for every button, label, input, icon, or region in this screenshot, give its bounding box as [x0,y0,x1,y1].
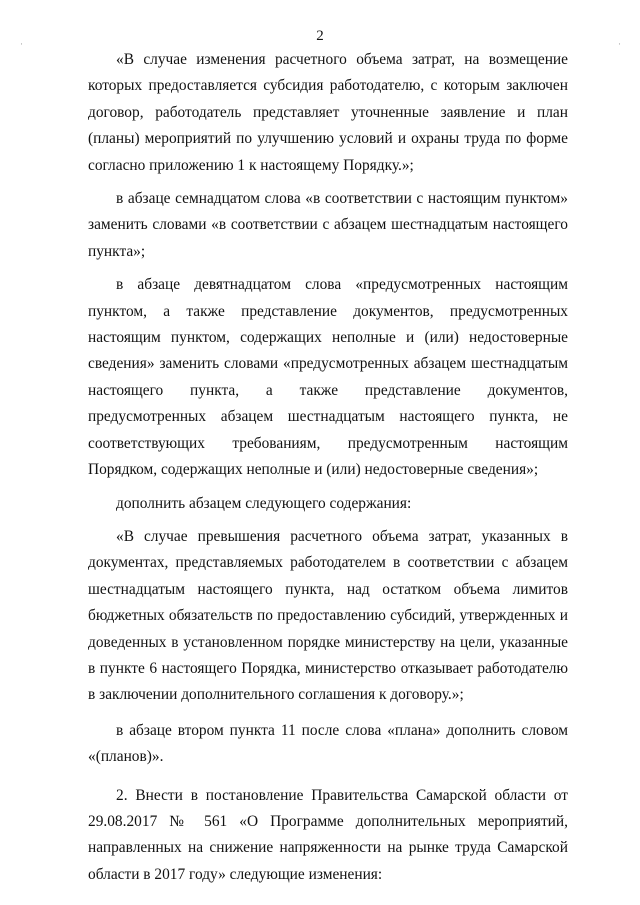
page-number: 2 [316,28,324,44]
scan-mark-right: · [618,39,621,49]
scan-mark-left: · [20,39,23,49]
document-body [88,47,568,888]
paragraph-add-abzac: дополнить абзацем следующего содержания: [116,494,412,512]
paragraph-section-2: 2. Внести в постановление Правительства Самарской области от 29.08.2017 № 561 «О Программе дополнительных мероприятий, направленных на снижение напряженности на рынке труда Самарской области в 2017 году» следующие изменения: [88,786,568,883]
paragraph-abzac-19: в абзаце девятнадцатом слова «предусмотренных настоящим пунктом, а также представление документов, предусмотренных настоящим пунктом, содержащих неполные и (или) недостоверные сведения» заменить словами «предусмотренных абзацем шестнадцатым настоящего пункта, а также представление документов, предусмотренных абзацем шестнадцатым настоящего пункта, не соответствующих требованиям, предусмотренным настоящим Порядком, содержащих неполные и (или) недостоверные сведения»; [88,276,568,479]
paragraph-point-11: в абзаце втором пункта 11 после слова «плана» дополнить словом «(планов)». [88,721,568,766]
paragraph-abzac-17: в абзаце семнадцатом слова «в соответствии с настоящим пунктом» заменить словами «в соответствии с абзацем шестнадцатым настоящего пункта»; [88,190,568,260]
paragraph-quoted-excess: «В случае превышения расчетного объема затрат, указанных в документах, представляемых работодателем в соответствии с абзацем шестнадцатым настоящего пункта, над остатком объема лимитов бюджетных обязательств по предоставлению субсидий, утвержденных и доведенных в установленном порядке министерству на цели, указанные в пункте 6 настоящего Порядка, министерство отказывает работодателю в заключении дополнительного соглашения к договору.»; [88,527,568,704]
paragraph-quoted-change: «В случае изменения расчетного объема затрат, на возмещение которых предоставляется субсидия работодателю, с которым заключен договор, работодатель представляет уточненные заявление и план (планы) мероприятий по улучшению условий и охраны труда по форме согласно приложению 1 к настоящему Порядку.»; [88,51,568,174]
